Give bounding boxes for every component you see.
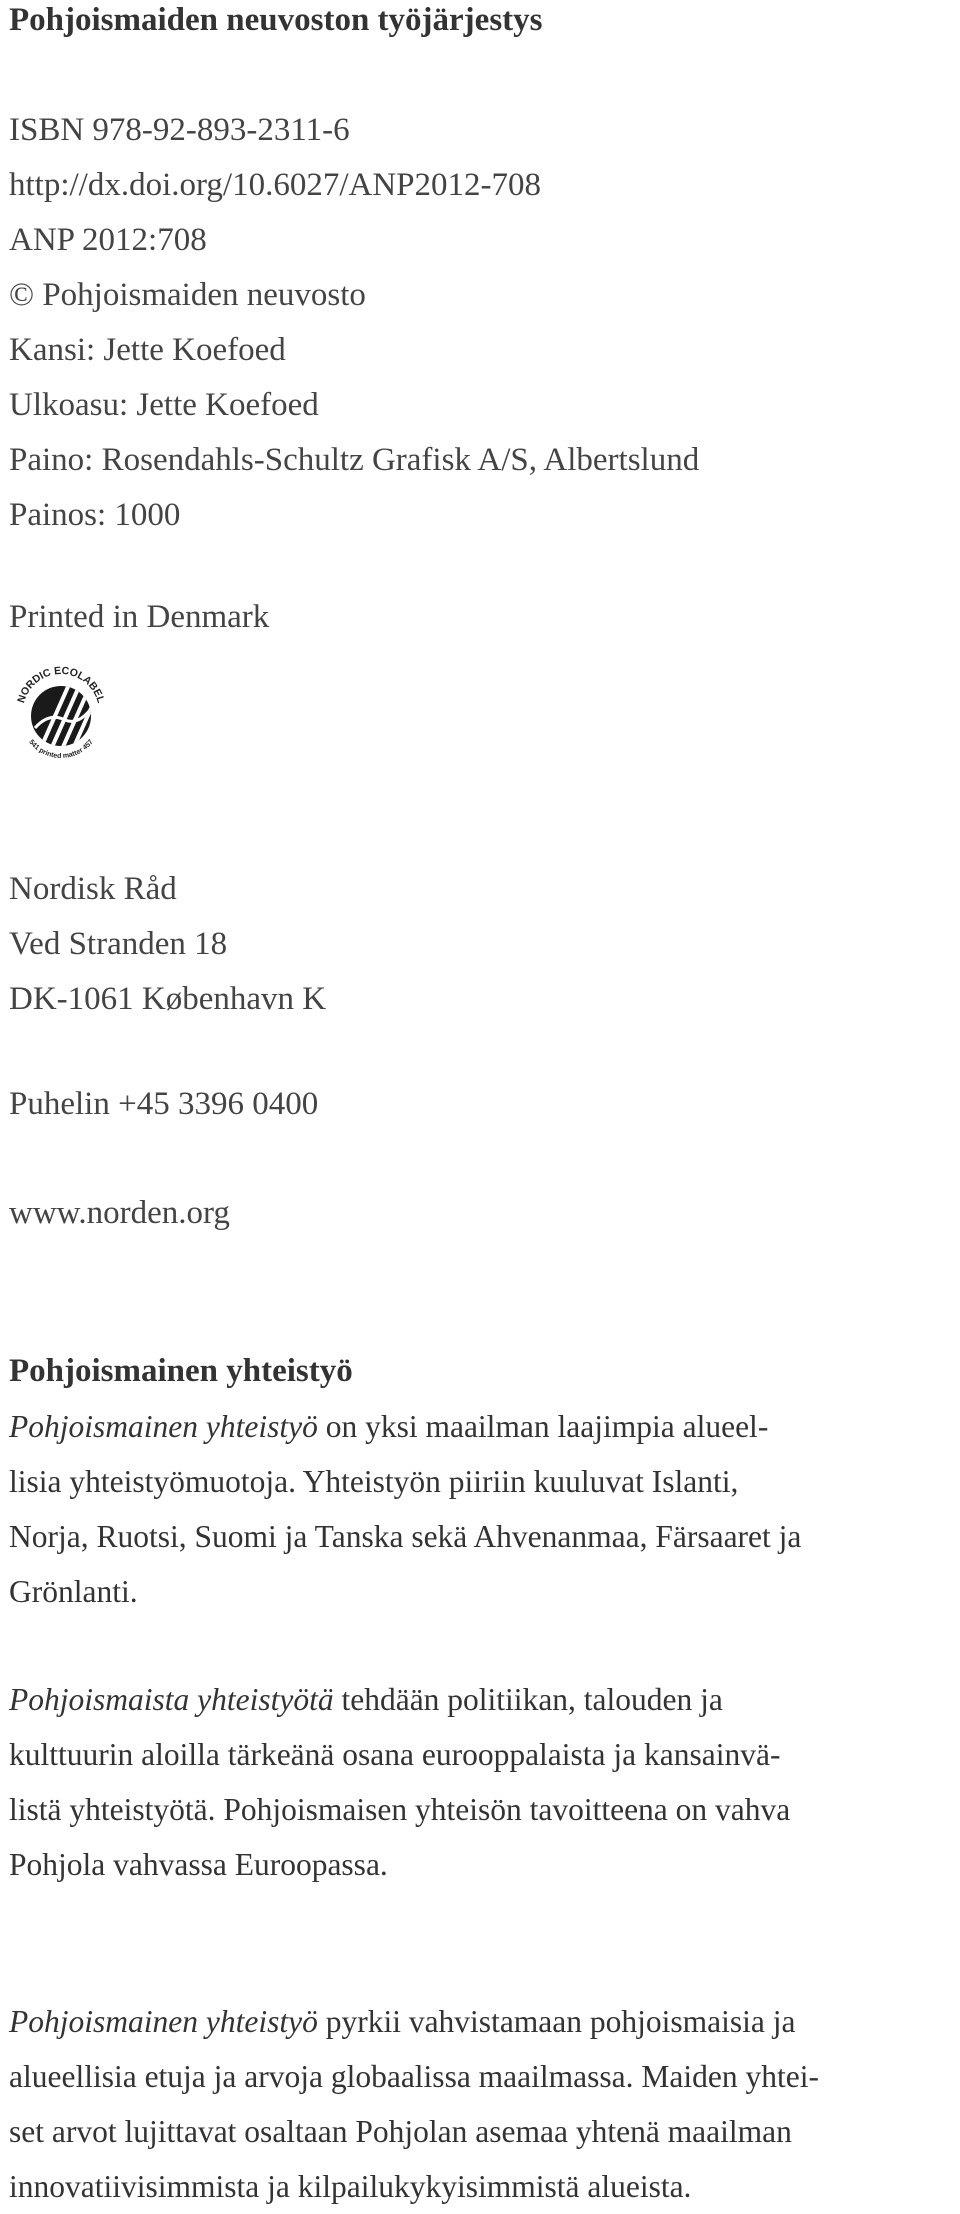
paragraph-2-lead: Pohjoismaista yhteistyötä <box>9 1682 334 1717</box>
doi-line: http://dx.doi.org/10.6027/ANP2012-708 <box>9 167 541 203</box>
paragraph-1: Pohjoismainen yhteistyö on yksi maailman laajimpia alueel- lisia yhteistyömuotoja. Yhteistyön piiriin kuuluvat Islanti, Norja, Ruotsi, Suomi ja Tanska sekä Ahvenanmaa, Färsaaret ja Grönlanti. <box>9 1409 802 1609</box>
isbn-line: ISBN 978-92-893-2311-6 <box>9 112 350 148</box>
street-address: Ved Stranden 18 <box>9 926 228 962</box>
layout-credit-line: Ulkoasu: Jette Koefoed <box>9 387 319 423</box>
paragraph-1-lead: Pohjoismainen yhteistyö <box>9 1409 318 1444</box>
swan-ecolabel-icon <box>9 660 113 770</box>
paragraph-2: Pohjoismaista yhteistyötä tehdään politiikan, talouden ja kulttuurin aloilla tärkeänä osana eurooppalaista ja kansainvä- listä yhteistyötä. Pohjoismaisen yhteisön tavoitteena on vahva Pohjola vahvassa Euroopassa. <box>9 1682 791 1882</box>
postal-city: DK-1061 København K <box>9 981 327 1017</box>
phone-line: Puhelin +45 3396 0400 <box>9 1086 319 1122</box>
website-link[interactable]: www.norden.org <box>9 1195 230 1231</box>
document-title: Pohjoismaiden neuvoston työjärjestys <box>9 2 543 38</box>
print-credit-line: Paino: Rosendahls-Schultz Grafisk A/S, Albertslund <box>9 442 700 478</box>
printed-in-line: Printed in Denmark <box>9 599 270 635</box>
copyright-line: © Pohjoismaiden neuvosto <box>9 277 366 313</box>
address-block <box>9 862 326 1027</box>
section-heading: Pohjoismainen yhteistyö <box>9 1353 353 1389</box>
paragraph-3: Pohjoismainen yhteistyö pyrkii vahvistamaan pohjoismaisia ja alueellisia etuja ja arvoja globaalissa maailmassa. Maiden yhtei- set arvot lujittavat osaltaan Pohjolan asemaa yhtenä maailman innovatiivisimmista ja kilpailukykyisimmistä alueista. <box>9 2004 819 2204</box>
ecolabel-top-text: NORDIC ECOLABEL <box>15 664 107 705</box>
organization-name: Nordisk Råd <box>9 871 177 907</box>
ecolabel-bottom-text: 541 printed matter 457 <box>27 738 95 761</box>
paragraph-3-lead: Pohjoismainen yhteistyö <box>9 2004 318 2039</box>
print-run-line: Painos: 1000 <box>9 497 181 533</box>
publication-number-line: ANP 2012:708 <box>9 222 207 258</box>
cover-credit-line: Kansi: Jette Koefoed <box>9 332 286 368</box>
colophon-block <box>9 103 699 543</box>
